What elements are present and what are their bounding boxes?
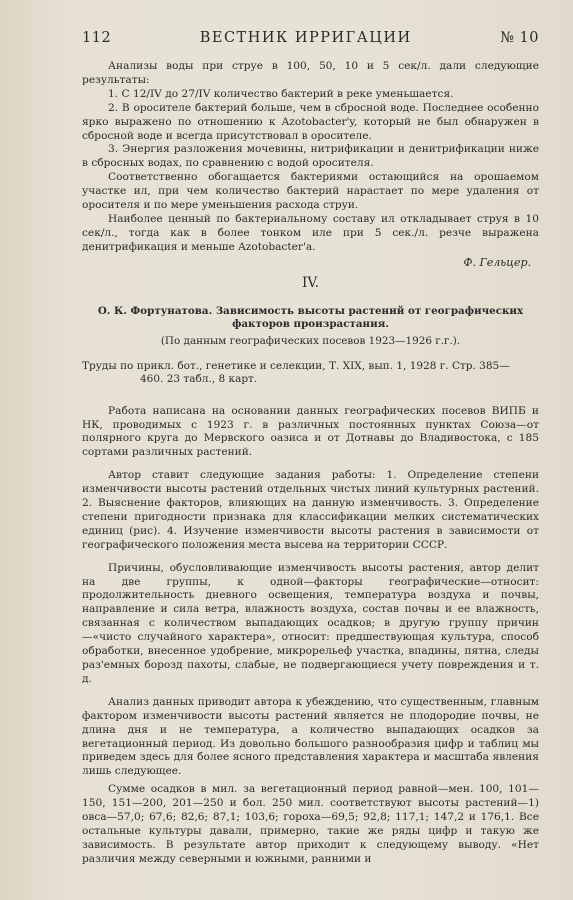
source-line-1: Труды по прикл. бот., генетике и селекции, Т. XIX, вып. 1, 1928 г. Стр. 385—	[82, 359, 510, 372]
issue-number: № 10	[500, 30, 539, 46]
results-intro: Анализы воды при струе в 100, 50, 10 и 5 сек/л. дали следующие результаты:	[82, 60, 539, 86]
page-number: 112	[82, 30, 112, 46]
journal-title: ВЕСТНИК ИРРИГАЦИИ	[199, 30, 412, 46]
result-item-3: 3. Энергия разложения мочевины, нитрификации и денитрификации ниже в сбросных водах, по сравнению с водой оросителя.	[82, 143, 539, 170]
section-number: IV.	[301, 274, 319, 291]
article-subtitle: (По данным географических посевов 1923—1926 г.г.).	[160, 334, 461, 347]
running-header	[82, 30, 539, 51]
source-line-2: 460. 23 табл., 8 карт.	[140, 373, 258, 386]
article-paragraph-5: Сумме осадков в мил. за вегетационный период равной—мен. 100, 101—150, 151—200, 201—250 и бол. 250 мил. соответствуют высоты растений—1) овса—57,0; 67,6; 82,6; 87,1; 103,6; гороха—69,5; 92,8; 117,1; 147,2 и 176,1. Все остальные культуры давали, примерно, такие же ряды цифр и такую же зависимость. В результате автор приходит к следующему выводу. «Нет различия между северными и южными, ранними и	[82, 783, 539, 865]
result-item-1: 1. С 12/IV до 27/IV количество бактерий в реке уменьшается.	[108, 87, 454, 100]
article-paragraph-4: Анализ данных приводит автора к убеждению, что существенным, главным фактором изменчивости высоты растений является не плодородие почвы, не длина дня и не температура, а количество выпадающих осадков за вегетационный период. Из довольно большого разнообразия цифр и таблиц мы приведем здесь для более ясного представления характера и масштаба явления лишь следующее.	[82, 695, 539, 778]
article-source	[82, 360, 539, 387]
result-item-2: 2. В оросителе бактерий больше, чем в сбросной воде. Последнее особенно ярко выражено по отношению к Azotobacter'y, который не был обнаружен в сбросной воде и всегда присутствовал в оросителе.	[82, 101, 539, 142]
article-paragraph-1: Работа написана на основании данных географических посевов ВИПБ и НК, проводимых с 1923 г. в различных постоянных пунктах Союза—от полярного круга до Мервского оазиса и от Дотнавы до Владивостока, с 185 сортами различных растений.	[82, 404, 539, 459]
article-paragraph-3: Причины, обусловливающие изменчивость высоты растения, автор делит на две группы, к одной—факторы географические—относит: продолжительность дневного освещения, температура воздуха и почвы, направление и сила ветра, влажность воздуха, состав почвы и ее влажность, связанная с количеством выпадающих осадков; в другую группу причин—«чисто случайного характера», относит: предшествующая культура, способ обработки, внесенное удобрение, микрорельеф участка, впадины, пятна, следы раз'емных борозд пахоты, слабые, не подвергающиеся учету повреждения и т. д.	[82, 561, 539, 685]
article-title: О. К. Фортунатова. Зависимость высоты растений от географических факторов произрастания.	[97, 304, 524, 330]
article-paragraph-2: Автор ставит следующие задания работы: 1. Определение степени изменчивости высоты растений отдельных чистых линий культурных растений. 2. Выяснение факторов, влияющих на данную изменчивость. 3. Определение степени пригодности признака для классификации мелких систематических единиц (рис). 4. Изучение изменчивости высоты растения в зависимости от географического положения места высева на территории СССР.	[82, 469, 539, 551]
stream-paragraph: Наиболее ценный по бактериальному составу ил откладывает струя в 10 сек/л., тогда как в более тонком иле при 5 сек./л. резче выражена денитрификация и меньше Azotobacter'a.	[82, 212, 539, 253]
silt-paragraph: Соответственно обогащается бактериями остающийся на орошаемом участке ил, при чем количество бактерий нарастает по мере удаления от оросителя и по мере уменьшения расхода струи.	[82, 171, 539, 212]
author-signature: Ф. Гельцер.	[463, 255, 531, 269]
